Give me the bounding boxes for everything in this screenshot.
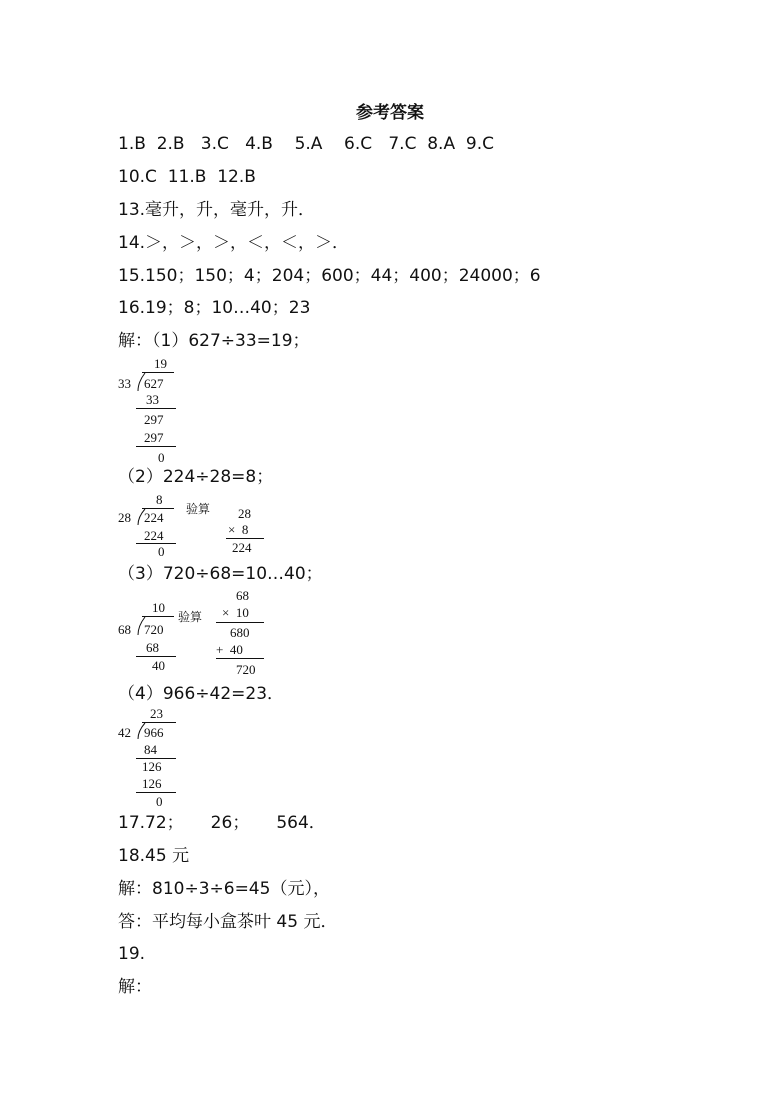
check-label: 验算: [186, 502, 211, 516]
step: 126: [142, 759, 162, 774]
check-row: 680: [230, 625, 250, 640]
division-bar: [142, 722, 176, 723]
check-row: + 40: [216, 642, 243, 657]
answer-line-13: 解：810÷3÷6=45（元），: [118, 879, 330, 899]
step: 0: [158, 450, 165, 465]
dividend: 966: [144, 725, 164, 740]
check-row: × 10: [222, 605, 249, 620]
answer-line-5: 15.150；150；4；204；600；44；400；24000；6: [118, 266, 541, 286]
answer-line-16: 解：: [118, 977, 152, 997]
long-division-3: [118, 588, 288, 678]
answer-line-6: 16.19；8；10…40；23: [118, 298, 311, 318]
dividend: 720: [144, 622, 164, 637]
step: 68: [146, 640, 159, 655]
page-title: 参考答案: [356, 103, 424, 123]
quotient: 10: [152, 600, 165, 615]
check-row: 720: [236, 662, 256, 677]
divisor: 68: [118, 622, 131, 637]
check-label: 验算: [178, 610, 203, 624]
long-division-4: [118, 706, 188, 810]
step: 40: [152, 658, 165, 673]
answer-line-10: （4）966÷42=23．: [118, 684, 285, 704]
step-line: [136, 543, 176, 544]
check-row: × 8: [228, 522, 249, 537]
step: 297: [144, 430, 164, 445]
answer-line-9: （3）720÷68=10…40；: [118, 564, 323, 584]
check-row: 68: [236, 588, 249, 603]
division-bar: [142, 372, 174, 373]
divisor: 42: [118, 725, 131, 740]
divisor: 28: [118, 510, 131, 525]
step-line: [136, 792, 176, 793]
divisor: 33: [118, 376, 131, 391]
answer-line-11: 17.72； 26； 564．: [118, 813, 326, 833]
check-line: [216, 658, 264, 659]
check-row: 28: [238, 506, 251, 521]
dividend: 627: [144, 376, 164, 391]
answer-line-7: 解：（1）627÷33=19；: [118, 331, 310, 351]
step: 126: [142, 776, 162, 791]
step: 33: [146, 392, 159, 407]
answer-line-2: 10.C 11.B 12.B: [118, 167, 256, 187]
check-line: [216, 622, 264, 623]
step: 0: [158, 544, 165, 559]
answer-line-12: 18.45 元: [118, 846, 190, 866]
check-line: [226, 538, 264, 539]
division-bar: [142, 616, 174, 617]
quotient: 19: [154, 356, 167, 371]
answer-line-8: （2）224÷28=8；: [118, 467, 274, 487]
answer-line-15: 19.: [118, 944, 146, 964]
answer-line-1: 1.B 2.B 3.C 4.B 5.A 6.C 7.C 8.A 9.C: [118, 134, 494, 154]
dividend: 224: [144, 510, 164, 525]
step: 0: [156, 794, 163, 809]
step: 297: [144, 412, 164, 427]
step-line: [136, 408, 176, 409]
long-division-2: [118, 492, 278, 559]
division-bar: [142, 508, 174, 509]
long-division-1: [118, 354, 188, 466]
step-line: [136, 656, 176, 657]
check-row: 224: [232, 540, 252, 555]
answer-line-3: 13.毫升，升，毫升，升．: [118, 200, 316, 220]
step-line: [136, 446, 176, 447]
answer-line-4: 14.＞，＞，＞，＜，＜，＞．: [118, 233, 350, 253]
quotient: 23: [150, 706, 163, 721]
step: 224: [144, 528, 164, 543]
answer-line-14: 答：平均每小盒茶叶 45 元．: [118, 912, 338, 932]
quotient: 8: [156, 492, 163, 507]
step: 84: [144, 742, 157, 757]
